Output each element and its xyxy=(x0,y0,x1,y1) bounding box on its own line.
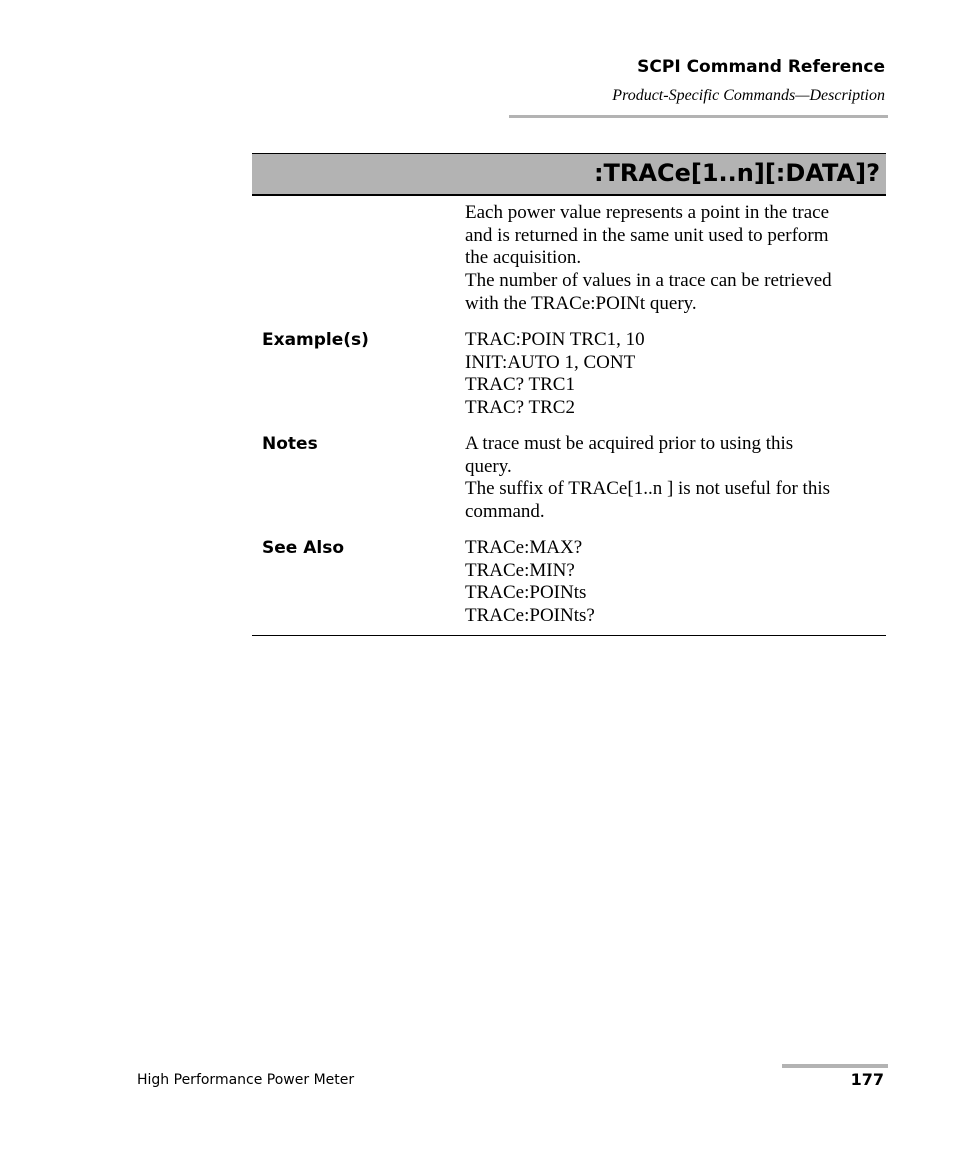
footer-product-name: High Performance Power Meter xyxy=(137,1072,355,1088)
description-text xyxy=(465,202,885,316)
description-line: The number of values in a trace can be retrieved xyxy=(465,270,832,292)
example-line: TRAC:POIN TRC1, 10 xyxy=(465,329,645,350)
notes-label: Notes xyxy=(262,434,318,454)
page-number: 177 xyxy=(850,1070,884,1089)
command-title: :TRACe[1..n][:DATA]? xyxy=(593,159,880,187)
see-also-line: TRACe:MIN? xyxy=(465,559,575,581)
footer-divider xyxy=(782,1064,888,1068)
notes-line: command. xyxy=(465,501,545,523)
table-bottom-divider xyxy=(252,635,886,636)
running-header-subtitle: Product-Specific Commands—Description xyxy=(612,87,885,104)
example-line: TRAC? TRC2 xyxy=(465,397,575,419)
description-line: with the TRACe:POINt query. xyxy=(465,292,697,314)
see-also-line: TRACe:MAX? xyxy=(465,537,583,558)
description-line: Each power value represents a point in the trace xyxy=(465,202,830,223)
see-also-line: TRACe:POINts xyxy=(465,582,587,604)
description-line: the acquisition. xyxy=(465,247,582,269)
notes-text xyxy=(465,433,885,524)
description-line: and is returned in the same unit used to perform xyxy=(465,224,829,246)
examples-label: Example(s) xyxy=(262,330,369,350)
see-also-line: TRACe:POINts? xyxy=(465,605,595,627)
see-also-label: See Also xyxy=(262,538,345,558)
see-also-text xyxy=(465,537,885,628)
notes-line: A trace must be acquired prior to using this xyxy=(465,433,794,454)
header-divider xyxy=(509,115,888,118)
running-header-title: SCPI Command Reference xyxy=(637,57,885,77)
examples-text xyxy=(465,329,885,420)
example-line: INIT:AUTO 1, CONT xyxy=(465,351,636,373)
notes-line: query. xyxy=(465,455,512,477)
example-line: TRAC? TRC1 xyxy=(465,374,575,396)
command-title-bar xyxy=(252,153,886,196)
notes-line: The suffix of TRACe[1..n ] is not useful for this xyxy=(465,478,831,500)
